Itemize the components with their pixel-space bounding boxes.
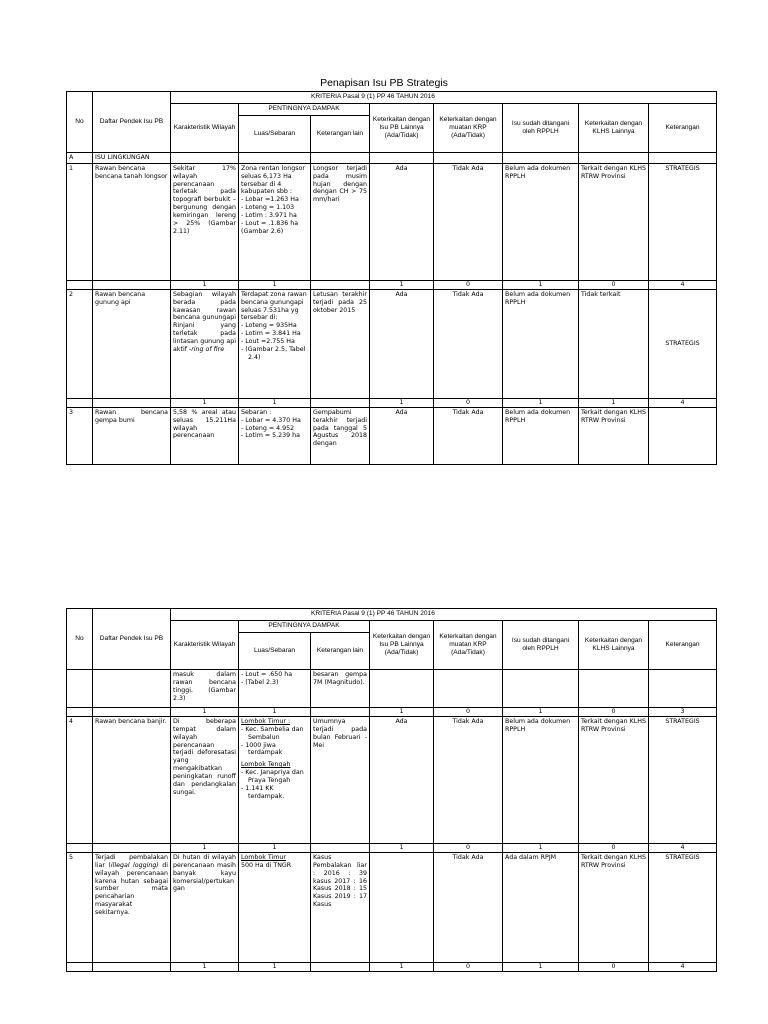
row-karakteristik — [171, 289, 239, 398]
row-isu-pb: Ada — [370, 717, 434, 844]
row-klhs: Terkait dengan KLHS RTRW Provinsi — [579, 853, 649, 963]
row-keterangan: STRATEGIS — [649, 853, 717, 963]
score-row — [67, 708, 717, 717]
row-ket-lain: Umumnya terjadi pada bulan Februari - Mei — [311, 717, 370, 844]
row-luas — [239, 717, 311, 844]
luas-intro: Terdapat zona rawan bencana gunungapi seluas 7.531ha yg tersebar di: — [241, 290, 307, 322]
section-row — [67, 153, 717, 164]
row-luas — [239, 163, 311, 280]
daftar-text: Terjadi pembalakan liar ( — [95, 854, 168, 869]
luas-item: - Loteng = 4.952 — [241, 424, 295, 432]
header-krp: Keterkaitan dengan muatan KRP (Ada/Tidak) — [434, 621, 503, 670]
row-krp: Tidak Ada — [434, 289, 503, 398]
table-row — [67, 289, 717, 398]
luas-intro: Sebaran : — [241, 408, 272, 416]
score-cell: 1 — [171, 398, 239, 407]
row-keterangan: STRATEGIS — [649, 289, 717, 398]
header-karakteristik: Karakteristik Wilayah — [171, 104, 239, 153]
table-row — [67, 717, 717, 844]
row-no: 4 — [67, 717, 93, 844]
header-pentingnya: PENTINGNYA DAMPAK — [239, 621, 370, 633]
row-karakteristik: Di hutan di wilayah perencanaan masih banyak kayu komersial/pertukangan — [171, 853, 239, 963]
row-ket-lain: Longsor terjadi pada musim hujan dengan dengan CH > 75 mm/hari — [311, 163, 370, 280]
row-rpplh: Belum ada dokumen RPPLH — [503, 289, 579, 398]
row-isu-pb: Ada — [370, 163, 434, 280]
karakteristik-italic: ring of fire — [191, 345, 225, 353]
header-ket-lain: Keterangan lain — [311, 116, 370, 153]
header-pentingnya: PENTINGNYA DAMPAK — [239, 104, 370, 116]
header-no: No — [67, 609, 93, 670]
header-rpplh: Isu sudah ditangani oleh RPPLH — [503, 104, 579, 153]
score-cell: 1 — [239, 280, 311, 289]
row-keterangan: STRATEGIS — [649, 163, 717, 280]
row-daftar: Rawan bencana gunung api — [93, 289, 171, 398]
header-rpplh: Isu sudah ditangani oleh RPPLH — [503, 621, 579, 670]
row-daftar: Rawan bencana banjir. — [93, 717, 171, 844]
luas-text: 500 Ha di TNGR — [241, 861, 292, 869]
row-krp: Tidak Ada — [434, 717, 503, 844]
score-total: 4 — [649, 844, 717, 853]
row-klhs: Tidak terkait — [579, 289, 649, 398]
row-krp: Tidak Ada — [434, 853, 503, 963]
row-ket-lain: Letusan terakhir terjadi pada 25 oktober 2015 — [311, 289, 370, 398]
header-luas: Luas/Sebaran — [239, 633, 311, 670]
score-cell: 1 — [239, 708, 311, 717]
score-total: 3 — [649, 708, 717, 717]
row-isu-pb: Ada — [370, 407, 434, 464]
score-cell: 1 — [370, 280, 434, 289]
row-krp: Tidak Ada — [434, 163, 503, 280]
header-kriteria: KRITERIA Pasal 9 (1) PP 46 TAHUN 2016 — [171, 609, 717, 621]
row-ket-lain: besaran gempa 7M (Magnitudo). — [311, 670, 370, 708]
luas-item: - (Tabel 2.3) — [241, 678, 279, 686]
daftar-italic: illegal logging) — [110, 861, 159, 869]
row-daftar — [93, 853, 171, 963]
score-cell: 1 — [239, 963, 311, 972]
score-cell: 1 — [171, 280, 239, 289]
score-cell: 0 — [434, 280, 503, 289]
row-keterangan — [649, 407, 717, 464]
header-klhs: Keterkaitan dengan KLHS Lainnya — [579, 621, 649, 670]
row-ket-lain: Kasus Pembalakan liar : 2016 : 39 kasus 2017 : 16 Kasus 2018 : 15 Kasus 2019 : 17 Kasus — [311, 853, 370, 963]
row-karakteristik: Di beberapa tempat dalam wilayah perencanaan terjadi deforesatasi yang mengakibatkan peningkatan runoff dan pendangkalan sungai. — [171, 717, 239, 844]
header-krp: Keterkaitan dengan muatan KRP (Ada/Tidak) — [434, 104, 503, 153]
strategic-issue-table-page1 — [66, 91, 717, 465]
score-cell: 1 — [503, 280, 579, 289]
header-daftar: Daftar Pendek Isu PB — [93, 92, 171, 153]
section-label: ISU LINGKUNGAN — [93, 153, 171, 164]
luas-item: - Lout = .1.836 ha — [241, 219, 299, 227]
row-luas — [239, 289, 311, 398]
row-isu-pb: Ada — [370, 289, 434, 398]
luas-heading: Lombok Tengah — [241, 761, 291, 769]
score-cell: 1 — [370, 844, 434, 853]
table-row — [67, 407, 717, 464]
luas-item: - Lotim : 3.971 ha — [241, 212, 297, 220]
header-ket-lain: Keterangan lain — [311, 633, 370, 670]
row-krp: Tidak Ada — [434, 407, 503, 464]
row-daftar: Rawan bencana bencana tanah longsor — [93, 163, 171, 280]
row-no: 3 — [67, 407, 93, 464]
score-cell — [311, 844, 370, 853]
score-cell — [311, 708, 370, 717]
header-klhs: Keterkaitan dengan KLHS Lainnya — [579, 104, 649, 153]
score-total: 4 — [649, 398, 717, 407]
score-cell: 1 — [370, 398, 434, 407]
score-cell: 1 — [503, 963, 579, 972]
header-keterangan: Keterangan — [649, 621, 717, 670]
row-rpplh: Belum ada dokumen RPPLH — [503, 407, 579, 464]
luas-item: - Kec. Sambelia dan Sembalun — [241, 725, 304, 741]
score-cell: 1 — [503, 398, 579, 407]
score-cell: 0 — [579, 844, 649, 853]
daftar-text: di wilayah perencanaan karena hutan sebagai sumber mata pencaharian masyarakat sekitarnya. — [95, 861, 168, 917]
score-row — [67, 280, 717, 289]
score-cell: 0 — [434, 963, 503, 972]
score-cell: 0 — [434, 398, 503, 407]
luas-item: - Lout =2.755 Ha — [241, 338, 295, 346]
row-rpplh: Belum ada dokumen RPPLH — [503, 717, 579, 844]
header-keterangan: Keterangan — [649, 104, 717, 153]
score-cell: 0 — [579, 963, 649, 972]
row-keterangan: STRATEGIS — [649, 717, 717, 844]
header-luas: Luas/Sebaran — [239, 116, 311, 153]
header-isu-pb: Keterkaitan dengan Isu PB Lainnya (Ada/Tidak) — [370, 621, 434, 670]
score-cell: 1 — [171, 708, 239, 717]
table-row — [67, 853, 717, 963]
strategic-issue-table-page2 — [66, 608, 717, 972]
table-row — [67, 670, 717, 708]
table-row — [67, 163, 717, 280]
karakteristik-text: Sebagian wilayah berada pada kawasan rawan bencana gunungapi Rinjani yang terletak pada lintasan gunung api aktif - — [173, 290, 236, 353]
score-cell — [311, 398, 370, 407]
luas-item: - Lobar =1.263 Ha — [241, 196, 299, 204]
score-row — [67, 963, 717, 972]
row-daftar: Rawan bencana gempa bumi — [93, 407, 171, 464]
luas-heading: Lombok Timur — [241, 854, 286, 861]
luas-item: - (Gambar 2.5, Tabel 2.4) — [241, 345, 306, 361]
section-code: A — [67, 153, 93, 164]
luas-item: - Lobar = 4.370 Ha — [241, 416, 301, 424]
score-cell: 1 — [370, 708, 434, 717]
score-cell — [311, 280, 370, 289]
score-cell: 0 — [434, 708, 503, 717]
row-rpplh: Ada dalam RPJM — [503, 853, 579, 963]
row-karakteristik: 5,58 % areal atau seluas 15.211Ha wilayah perencanaan — [171, 407, 239, 464]
score-cell: 1 — [171, 963, 239, 972]
row-luas — [239, 407, 311, 464]
row-no: 1 — [67, 163, 93, 280]
score-total: 4 — [649, 963, 717, 972]
header-karakteristik: Karakteristik Wilayah — [171, 621, 239, 670]
score-cell: 1 — [579, 398, 649, 407]
row-klhs: Terkait dengan KLHS RTRW Provinsi — [579, 407, 649, 464]
score-cell: 1 — [239, 398, 311, 407]
row-no: 2 — [67, 289, 93, 398]
row-klhs: Terkait dengan KLHS RTRW Provinsi — [579, 163, 649, 280]
header-daftar: Daftar Pendek Isu PB — [93, 609, 171, 670]
score-row — [67, 398, 717, 407]
luas-item: - Loteng = 935Ha — [241, 322, 297, 330]
score-row — [67, 844, 717, 853]
row-karakteristik: masuk dalam rawan bencana tinggi. (Gambar 2.3) — [171, 670, 239, 708]
row-rpplh: Belum ada dokumen RPPLH — [503, 163, 579, 280]
row-karakteristik: Sekitar 17% wilayah perencanaan terletak pada topografi berbukit – bergunung dengan kemiringan lereng > 25% (Gambar 2.11) — [171, 163, 239, 280]
row-isu-pb — [370, 853, 434, 963]
score-total: 4 — [649, 280, 717, 289]
score-cell — [311, 963, 370, 972]
luas-item: - Lout = .650 ha — [241, 671, 293, 678]
luas-intro: Zona rentan longsor seluas 6,173 Ha tersebar di 4 kabupaten sbb : — [241, 164, 305, 196]
score-cell: 1 — [171, 844, 239, 853]
header-isu-pb: Keterkaitan dengan Isu PB Lainnya (Ada/Tidak) — [370, 104, 434, 153]
score-cell: 0 — [579, 708, 649, 717]
luas-item: - Kec. Janapriya dan Praya Tengah — [241, 769, 304, 785]
score-cell: 0 — [434, 844, 503, 853]
luas-item: - 1.141 KK terdampak. — [241, 784, 285, 800]
score-cell: 1 — [503, 708, 579, 717]
row-no: 5 — [67, 853, 93, 963]
document-title: Penapisan Isu PB Strategis — [320, 77, 448, 89]
score-cell: 1 — [503, 844, 579, 853]
luas-item: - Lotim = 5.239 ha — [241, 432, 301, 440]
luas-item: - Loteng = 1.103 — [241, 204, 295, 212]
row-klhs: Terkait dengan KLHS RTRW Provinsi — [579, 717, 649, 844]
header-kriteria: KRITERIA Pasal 9 (1) PP 46 TAHUN 2016 — [171, 92, 717, 104]
row-luas — [239, 670, 311, 708]
luas-item: - 1000 jiwa terdampak — [241, 741, 283, 757]
luas-heading: Lombok Timur : — [241, 718, 291, 725]
score-cell: 0 — [579, 280, 649, 289]
score-cell: 1 — [239, 844, 311, 853]
luas-note: (Gambar 2.6) — [241, 227, 284, 235]
row-luas — [239, 853, 311, 963]
luas-item: - Lotim = 3.841 Ha — [241, 330, 301, 338]
score-cell: 1 — [370, 963, 434, 972]
row-ket-lain: Gempabumi terakhir terjadi pada tanggal 5 Agustus 2018 dengan — [311, 407, 370, 464]
header-no: No — [67, 92, 93, 153]
